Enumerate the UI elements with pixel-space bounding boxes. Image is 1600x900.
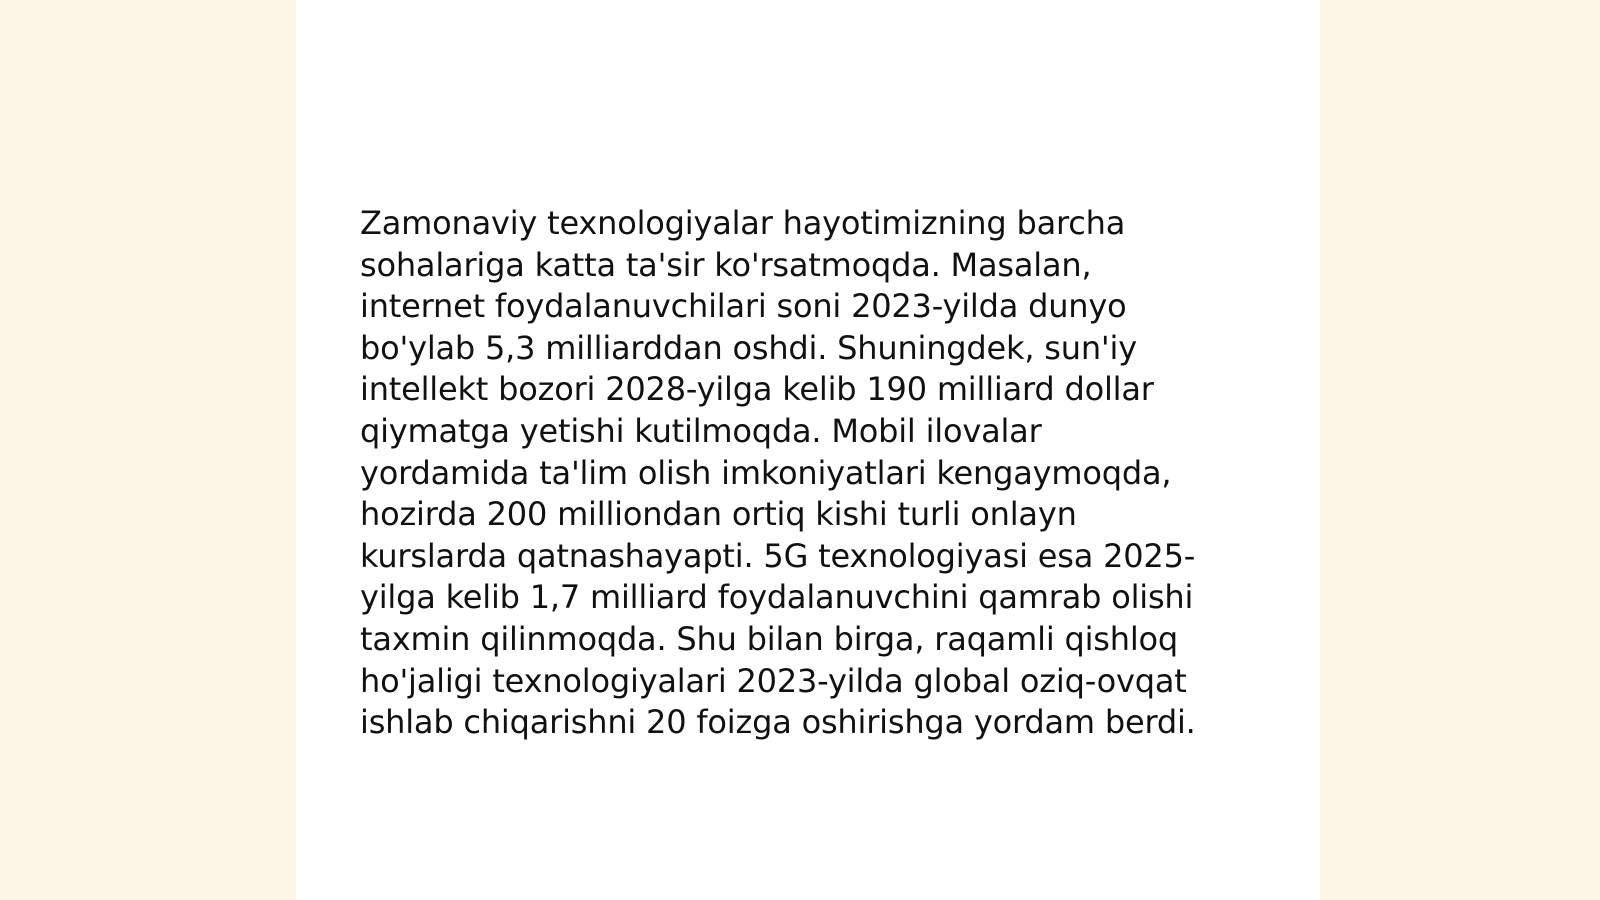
- document-page: [296, 0, 1320, 900]
- body-paragraph: Zamonaviy texnologiyalar hayotimizning barcha sohalariga katta ta'sir ko'rsatmoqda. Masalan, internet foydalanuvchilari soni 2023-yilda dunyo bo'ylab 5,3 milliarddan oshdi. Shuningdek, sun'iy intellekt bozori 2028-yilga kelib 190 milliard dollar qiymatga yetishi kutilmoqda. Mobil ilovalar yordamida ta'lim olish imkoniyatlari kengaymoqda, hozirda 200 milliondan ortiq kishi turli onlayn kurslarda qatnashayapti. 5G texnologiyasi esa 2025- yilga kelib 1,7 milliard foydalanuvchini qamrab olishi taxmin qilinmoqda. Shu bilan birga, raqamli qishloq ho'jaligi texnologiyalari 2023-yilda global oziq-ovqat ishlab chiqarishni 20 foizga oshirishga yordam berdi.: [360, 204, 1196, 742]
